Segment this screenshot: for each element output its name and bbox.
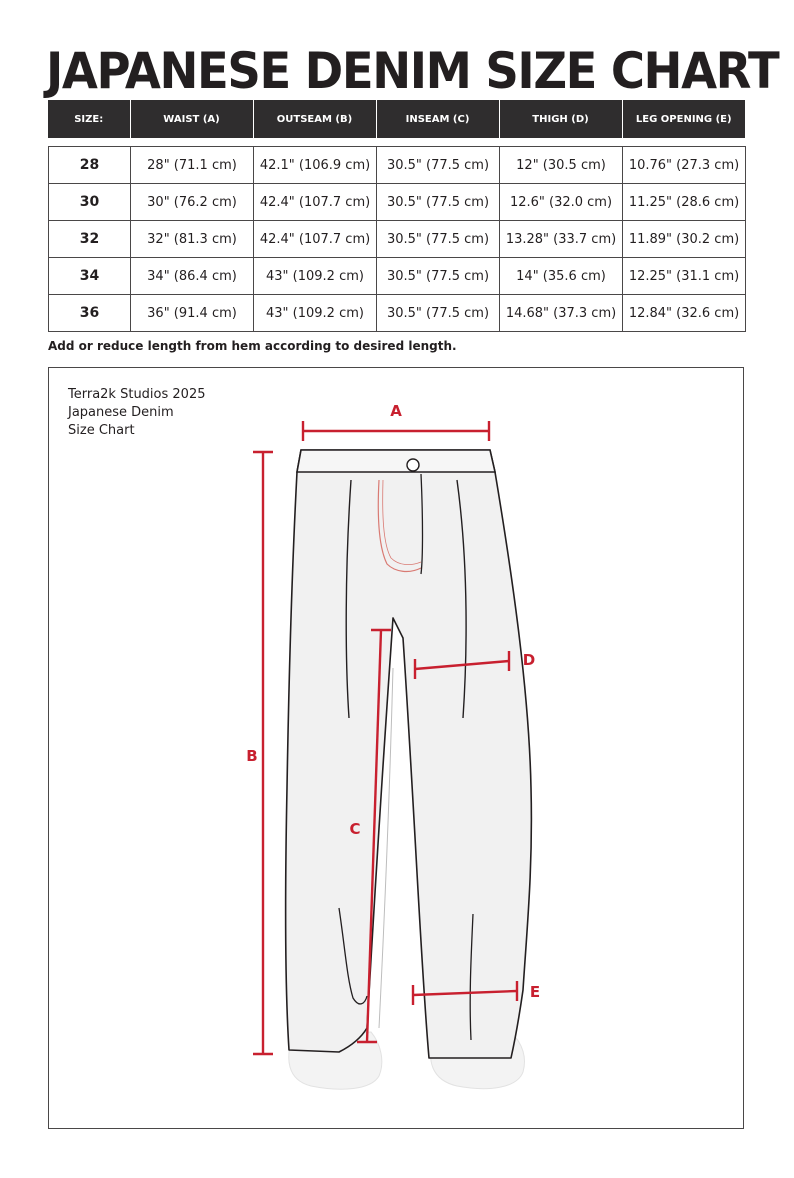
- leg-opening-cell: 10.76" (27.3 cm): [623, 147, 746, 184]
- measurement-diagram: [48, 367, 744, 1129]
- waist-cell: 30" (76.2 cm): [131, 184, 254, 221]
- table-row: [49, 147, 746, 184]
- thigh-cell: 12.6" (32.0 cm): [500, 184, 623, 221]
- inseam-cell: 30.5" (77.5 cm): [377, 258, 500, 295]
- pants-illustration: [49, 368, 743, 1128]
- header-thigh: THIGH (D): [499, 100, 622, 138]
- label-e: E: [529, 983, 541, 1001]
- header-outseam: OUTSEAM (B): [253, 100, 376, 138]
- waist-measure: [303, 402, 489, 441]
- waist-button: [407, 459, 419, 471]
- header-inseam: INSEAM (C): [376, 100, 499, 138]
- page-title: JAPANESE DENIM SIZE CHART: [46, 42, 779, 100]
- thigh-cell: 12" (30.5 cm): [500, 147, 623, 184]
- inseam-cell: 30.5" (77.5 cm): [377, 295, 500, 332]
- table-row: [49, 221, 746, 258]
- label-b: B: [246, 747, 258, 765]
- header-size: SIZE:: [48, 100, 130, 138]
- size-table: [48, 146, 746, 332]
- label-d: D: [522, 651, 536, 669]
- caption-line: Size Chart: [68, 423, 135, 438]
- table-row: [49, 295, 746, 332]
- leg-opening-cell: 11.89" (30.2 cm): [623, 221, 746, 258]
- waist-cell: 34" (86.4 cm): [131, 258, 254, 295]
- inseam-cell: 30.5" (77.5 cm): [377, 221, 500, 258]
- thigh-cell: 14" (35.6 cm): [500, 258, 623, 295]
- label-a: A: [390, 402, 402, 420]
- inseam-cell: 30.5" (77.5 cm): [377, 184, 500, 221]
- table-row: [49, 258, 746, 295]
- outseam-cell: 43" (109.2 cm): [254, 295, 377, 332]
- header-waist: WAIST (A): [130, 100, 253, 138]
- inseam-cell: 30.5" (77.5 cm): [377, 147, 500, 184]
- size-cell: 28: [49, 147, 131, 184]
- length-note: Add or reduce length from hem according to desired length.: [48, 339, 457, 353]
- thigh-cell: 14.68" (37.3 cm): [500, 295, 623, 332]
- label-c: C: [349, 820, 361, 838]
- leg-opening-cell: 12.25" (31.1 cm): [623, 258, 746, 295]
- outseam-cell: 43" (109.2 cm): [254, 258, 377, 295]
- waist-cell: 28" (71.1 cm): [131, 147, 254, 184]
- caption-line: Japanese Denim: [68, 405, 174, 420]
- waist-cell: 36" (91.4 cm): [131, 295, 254, 332]
- pants-body: [286, 450, 532, 1058]
- size-table-header: [48, 100, 745, 138]
- leg-opening-cell: 12.84" (32.6 cm): [623, 295, 746, 332]
- header-leg-opening: LEG OPENING (E): [622, 100, 745, 138]
- leg-opening-cell: 11.25" (28.6 cm): [623, 184, 746, 221]
- outseam-cell: 42.4" (107.7 cm): [254, 184, 377, 221]
- caption-line: Terra2k Studios 2025: [68, 387, 206, 402]
- size-cell: 36: [49, 295, 131, 332]
- size-cell: 30: [49, 184, 131, 221]
- outseam-measure: [246, 452, 273, 1054]
- table-row: [49, 184, 746, 221]
- size-cell: 34: [49, 258, 131, 295]
- outseam-cell: 42.4" (107.7 cm): [254, 221, 377, 258]
- waist-cell: 32" (81.3 cm): [131, 221, 254, 258]
- size-cell: 32: [49, 221, 131, 258]
- waistband: [297, 450, 495, 472]
- outseam-cell: 42.1" (106.9 cm): [254, 147, 377, 184]
- thigh-cell: 13.28" (33.7 cm): [500, 221, 623, 258]
